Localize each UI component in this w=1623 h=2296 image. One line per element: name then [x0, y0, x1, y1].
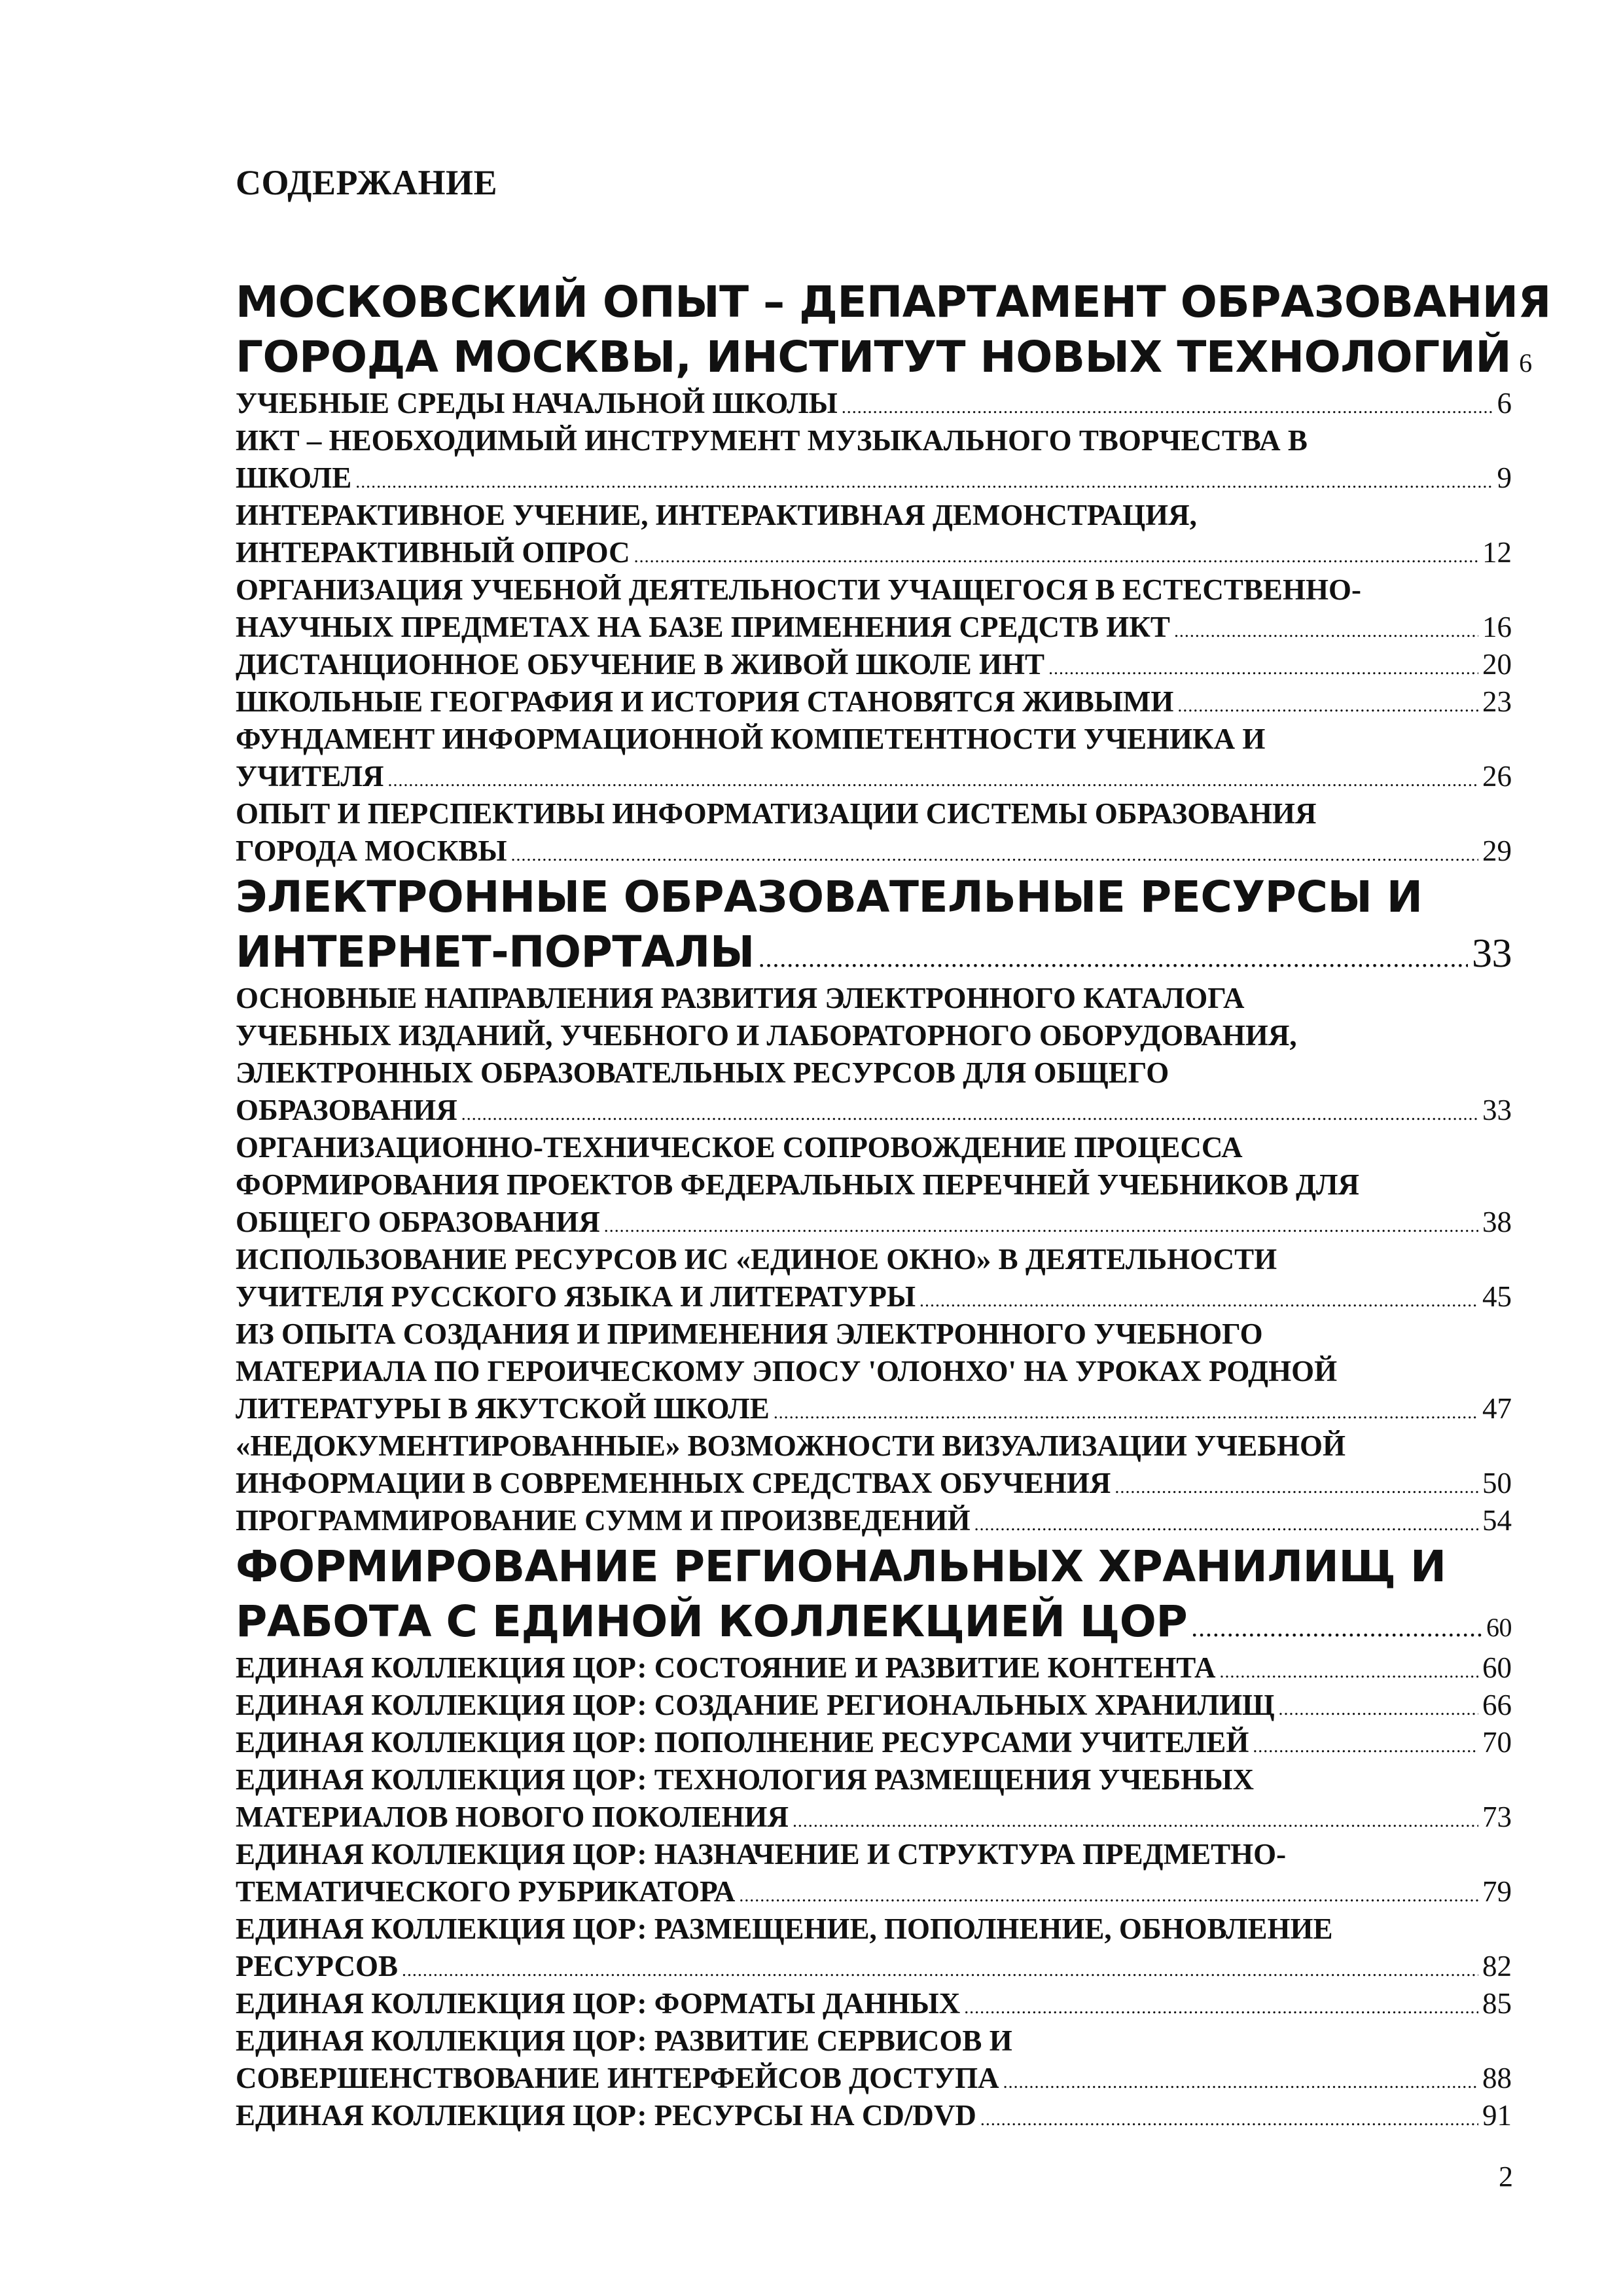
dot-leaders	[1219, 1649, 1478, 1691]
toc-entry-title-line: УЧИТЕЛЯ	[236, 760, 384, 793]
dot-leaders	[388, 758, 1478, 799]
dot-leaders	[774, 1390, 1478, 1431]
dot-leaders	[980, 2097, 1478, 2138]
toc-entry-title-line: РЕСУРСОВ	[236, 1950, 398, 1982]
toc-entry-title-line: НАУЧНЫХ ПРЕДМЕТАХ НА БАЗЕ ПРИМЕНЕНИЯ СРЕДСТВ ИКТ	[236, 611, 1170, 643]
toc-section[interactable]	[236, 1539, 1512, 1649]
toc-entry-title-line: СОВЕРШЕНСТВОВАНИЕ ИНТЕРФЕЙСОВ ДОСТУПА	[236, 2062, 999, 2094]
dot-leaders	[1115, 1465, 1478, 1506]
dot-leaders	[604, 1204, 1478, 1245]
toc-page-number: 60	[1482, 1651, 1512, 1684]
toc-entry[interactable]	[236, 1724, 1512, 1761]
toc-entry-title-line: ОБРАЗОВАНИЯ	[236, 1094, 457, 1126]
toc-entry-title-line: ЕДИНАЯ КОЛЛЕКЦИЯ ЦОР: РАЗМЕЩЕНИЕ, ПОПОЛНЕНИЕ, ОБНОВЛЕНИЕ	[236, 1912, 1333, 1945]
document-page	[236, 0, 1551, 2296]
toc-entry[interactable]	[236, 497, 1512, 571]
toc-page-number: 12	[1482, 536, 1512, 569]
toc-page-number: 91	[1482, 2099, 1512, 2132]
toc-entry-title-line: ШКОЛЕ	[236, 461, 352, 494]
toc-entry[interactable]	[236, 2097, 1512, 2134]
toc-page-number: 60	[1486, 1613, 1512, 1642]
dot-leaders	[919, 1278, 1478, 1319]
dot-leaders	[355, 459, 1493, 501]
dot-leaders	[964, 1985, 1478, 2026]
toc-page-number: 9	[1497, 461, 1512, 494]
toc-entry-title-line: МАТЕРИАЛОВ НОВОГО ПОКОЛЕНИЯ	[236, 1801, 789, 1833]
toc-entry-title-line: ИНТЕРНЕТ-ПОРТАЛЫ	[236, 927, 755, 977]
toc-page-number: 66	[1482, 1689, 1512, 1721]
toc-entry-title-line: ЕДИНАЯ КОЛЛЕКЦИЯ ЦОР: РЕСУРСЫ НА CD/DVD	[236, 2099, 976, 2132]
dot-leaders	[739, 1873, 1478, 1914]
toc-page-number: 47	[1482, 1392, 1512, 1425]
toc-page-number: 20	[1482, 648, 1512, 681]
toc-entry-title-line: УЧЕБНЫХ ИЗДАНИЙ, УЧЕБНОГО И ЛАБОРАТОРНОГО ОБОРУДОВАНИЯ,	[236, 1019, 1297, 1052]
toc-entry-title-line: ЕДИНАЯ КОЛЛЕКЦИЯ ЦОР: ПОПОЛНЕНИЕ РЕСУРСАМИ УЧИТЕЛЕЙ	[236, 1726, 1249, 1759]
toc-entry[interactable]	[236, 1761, 1512, 1836]
toc-entry-title-line: ИЗ ОПЫТА СОЗДАНИЯ И ПРИМЕНЕНИЯ ЭЛЕКТРОННОГО УЧЕБНОГО	[236, 1318, 1263, 1350]
toc-entry-title-line: УЧИТЕЛЯ РУССКОГО ЯЗЫКА И ЛИТЕРАТУРЫ	[236, 1280, 916, 1313]
toc-entry-title-line: ГОРОДА МОСКВЫ	[236, 834, 507, 867]
toc-entry[interactable]	[236, 1502, 1512, 1539]
toc-section[interactable]	[236, 870, 1512, 980]
toc-entry-title-line: ЕДИНАЯ КОЛЛЕКЦИЯ ЦОР: ТЕХНОЛОГИЯ РАЗМЕЩЕНИЯ УЧЕБНЫХ	[236, 1763, 1254, 1796]
toc-entry[interactable]	[236, 646, 1512, 683]
toc-entry-title-line: ФОРМИРОВАНИЕ РЕГИОНАЛЬНЫХ ХРАНИЛИЩ И	[236, 1541, 1446, 1592]
toc-page-number: 23	[1482, 685, 1512, 718]
dot-leaders	[1174, 609, 1478, 650]
toc-entry[interactable]	[236, 1910, 1512, 1985]
toc-entry[interactable]	[236, 1427, 1512, 1502]
table-of-contents	[236, 275, 1551, 2134]
toc-page-number: 50	[1482, 1467, 1512, 1499]
toc-entry-title-line: ЕДИНАЯ КОЛЛЕКЦИЯ ЦОР: СОЗДАНИЕ РЕГИОНАЛЬНЫХ ХРАНИЛИЩ	[236, 1689, 1275, 1721]
toc-entry-title-line: ШКОЛЬНЫЕ ГЕОГРАФИЯ И ИСТОРИЯ СТАНОВЯТСЯ ЖИВЫМИ	[236, 685, 1174, 718]
toc-entry-title-line: ИКТ – НЕОБХОДИМЫЙ ИНСТРУМЕНТ МУЗЫКАЛЬНОГО ТВОРЧЕСТВА В	[236, 424, 1308, 457]
toc-page-number: 73	[1482, 1801, 1512, 1833]
toc-entry[interactable]	[236, 1836, 1512, 1910]
toc-entry-title-line: ЭЛЕКТРОННЫЕ ОБРАЗОВАТЕЛЬНЫЕ РЕСУРСЫ И	[236, 872, 1423, 922]
toc-page-number: 82	[1482, 1950, 1512, 1982]
toc-entry-title-line: ЕДИНАЯ КОЛЛЕКЦИЯ ЦОР: ФОРМАТЫ ДАННЫХ	[236, 1987, 961, 2020]
toc-entry-title-line: ЕДИНАЯ КОЛЛЕКЦИЯ ЦОР: СОСТОЯНИЕ И РАЗВИТИЕ КОНТЕНТА	[236, 1651, 1216, 1684]
toc-entry-title-line: ЛИТЕРАТУРЫ В ЯКУТСКОЙ ШКОЛЕ	[236, 1392, 770, 1425]
toc-entry[interactable]	[236, 683, 1512, 721]
toc-page-number: 6	[1497, 387, 1512, 420]
toc-entry-title-line: ОРГАНИЗАЦИЯ УЧЕБНОЙ ДЕЯТЕЛЬНОСТИ УЧАЩЕГОСЯ В ЕСТЕСТВЕННО-	[236, 573, 1361, 606]
toc-heading: СОДЕРЖАНИЕ	[236, 163, 497, 202]
toc-page-number: 88	[1482, 2062, 1512, 2094]
toc-entry[interactable]	[236, 795, 1512, 870]
dot-leaders	[1191, 1595, 1482, 1655]
dot-leaders	[758, 925, 1468, 986]
toc-entry[interactable]	[236, 1316, 1512, 1427]
dot-leaders	[1279, 1687, 1478, 1728]
toc-entry-title-line: МАТЕРИАЛА ПО ГЕРОИЧЕСКОМУ ЭПОСУ 'ОЛОНХО' НА УРОКАХ РОДНОЙ	[236, 1355, 1338, 1388]
toc-entry-title-line: ЕДИНАЯ КОЛЛЕКЦИЯ ЦОР: НАЗНАЧЕНИЕ И СТРУКТУРА ПРЕДМЕТНО-	[236, 1838, 1287, 1871]
toc-page-number: 38	[1482, 1206, 1512, 1238]
toc-entry-title-line: ИНФОРМАЦИИ В СОВРЕМЕННЫХ СРЕДСТВАХ ОБУЧЕНИЯ	[236, 1467, 1111, 1499]
dot-leaders	[1003, 2060, 1478, 2101]
dot-leaders	[511, 833, 1478, 874]
toc-page-number: 6	[1519, 348, 1532, 378]
toc-entry-title-line: ТЕМАТИЧЕСКОГО РУБРИКАТОРА	[236, 1875, 736, 1908]
toc-entry[interactable]	[236, 1687, 1512, 1724]
toc-page-number: 45	[1482, 1280, 1512, 1313]
toc-entry[interactable]	[236, 721, 1512, 795]
toc-entry[interactable]	[236, 1129, 1512, 1241]
toc-entry-title-line: ОСНОВНЫЕ НАПРАВЛЕНИЯ РАЗВИТИЯ ЭЛЕКТРОННОГО КАТАЛОГА	[236, 982, 1245, 1014]
toc-section[interactable]	[236, 275, 1551, 385]
dot-leaders	[1048, 646, 1478, 687]
toc-entry-title-line: ФОРМИРОВАНИЯ ПРОЕКТОВ ФЕДЕРАЛЬНЫХ ПЕРЕЧНЕЙ УЧЕБНИКОВ ДЛЯ	[236, 1168, 1360, 1201]
toc-entry-title-line: ИСПОЛЬЗОВАНИЕ РЕСУРСОВ ИС «ЕДИНОЕ ОКНО» В ДЕЯТЕЛЬНОСТИ	[236, 1243, 1277, 1276]
toc-entry-title-line: РАБОТА С ЕДИНОЙ КОЛЛЕКЦИЕЙ ЦОР	[236, 1596, 1188, 1647]
toc-entry-title-line: ПРОГРАММИРОВАНИЕ СУММ И ПРОИЗВЕДЕНИЙ	[236, 1504, 971, 1537]
toc-entry[interactable]	[236, 385, 1512, 422]
toc-page-number: 16	[1482, 611, 1512, 643]
toc-page-number: 54	[1482, 1504, 1512, 1537]
toc-entry[interactable]	[236, 422, 1512, 497]
dot-leaders	[842, 385, 1493, 426]
dot-leaders	[402, 1948, 1478, 1989]
toc-entry[interactable]	[236, 1241, 1512, 1316]
toc-entry-title-line: ОБЩЕГО ОБРАЗОВАНИЯ	[236, 1206, 600, 1238]
toc-entry[interactable]	[236, 1985, 1512, 2022]
toc-entry-title-line: ИНТЕРАКТИВНЫЙ ОПРОС	[236, 536, 630, 569]
toc-entry-title-line: ДИСТАНЦИОННОЕ ОБУЧЕНИЕ В ЖИВОЙ ШКОЛЕ ИНТ	[236, 648, 1045, 681]
toc-entry-title-line: МОСКОВСКИЙ ОПЫТ – ДЕПАРТАМЕНТ ОБРАЗОВАНИЯ	[236, 277, 1551, 327]
dot-leaders	[461, 1092, 1478, 1133]
toc-entry[interactable]	[236, 1649, 1512, 1687]
toc-entry-title-line: ЕДИНАЯ КОЛЛЕКЦИЯ ЦОР: РАЗВИТИЕ СЕРВИСОВ И	[236, 2024, 1012, 2057]
page-number: 2	[1499, 2161, 1513, 2193]
toc-entry-title-line: ГОРОДА МОСКВЫ, ИНСТИТУТ НОВЫХ ТЕХНОЛОГИЙ	[236, 332, 1512, 382]
toc-page-number: 85	[1482, 1987, 1512, 2020]
toc-page-number: 33	[1472, 931, 1512, 976]
toc-page-number: 26	[1482, 760, 1512, 793]
toc-page-number: 33	[1482, 1094, 1512, 1126]
dot-leaders	[974, 1502, 1478, 1543]
toc-page-number: 79	[1482, 1875, 1512, 1908]
dot-leaders	[634, 534, 1478, 575]
toc-entry-title-line: ОПЫТ И ПЕРСПЕКТИВЫ ИНФОРМАТИЗАЦИИ СИСТЕМЫ ОБРАЗОВАНИЯ	[236, 797, 1317, 830]
toc-entry-title-line: УЧЕБНЫЕ СРЕДЫ НАЧАЛЬНОЙ ШКОЛЫ	[236, 387, 838, 420]
toc-entry-title-line: ИНТЕРАКТИВНОЕ УЧЕНИЕ, ИНТЕРАКТИВНАЯ ДЕМОНСТРАЦИЯ,	[236, 499, 1197, 531]
toc-entry-title-line: «НЕДОКУМЕНТИРОВАННЫЕ» ВОЗМОЖНОСТИ ВИЗУАЛИЗАЦИИ УЧЕБНОЙ	[236, 1429, 1346, 1462]
toc-entry-title-line: ОРГАНИЗАЦИОННО-ТЕХНИЧЕСКОЕ СОПРОВОЖДЕНИЕ ПРОЦЕССА	[236, 1131, 1243, 1164]
dot-leaders	[793, 1799, 1478, 1840]
toc-page-number: 29	[1482, 834, 1512, 867]
toc-entry-title-line: ЭЛЕКТРОННЫХ ОБРАЗОВАТЕЛЬНЫХ РЕСУРСОВ ДЛЯ ОБЩЕГО	[236, 1056, 1169, 1089]
toc-entry-title-line: ФУНДАМЕНТ ИНФОРМАЦИОННОЙ КОМПЕТЕНТНОСТИ УЧЕНИКА И	[236, 723, 1266, 755]
toc-entry[interactable]	[236, 980, 1512, 1129]
toc-page-number: 70	[1482, 1726, 1512, 1759]
toc-entry[interactable]	[236, 571, 1512, 646]
toc-entry[interactable]	[236, 2022, 1512, 2097]
dot-leaders	[1177, 683, 1478, 725]
dot-leaders	[1253, 1724, 1478, 1765]
